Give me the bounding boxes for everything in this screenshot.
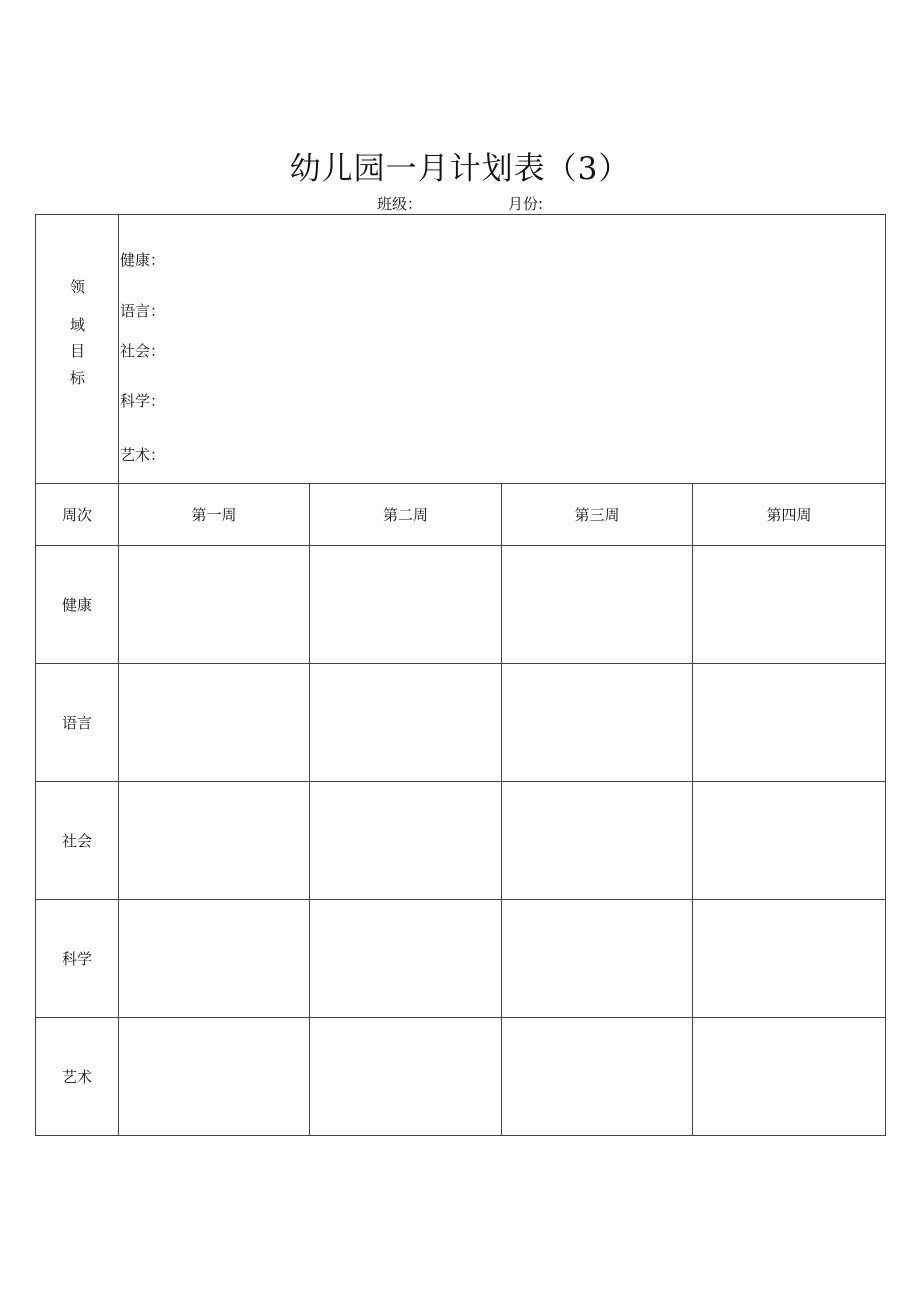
row-label: 健康 — [36, 546, 119, 664]
corner-cell: 周次 — [36, 484, 119, 546]
goal-health-label: 健康： — [120, 251, 166, 269]
plan-cell[interactable] — [502, 900, 693, 1018]
table-row — [36, 546, 886, 664]
page-title: 幼儿园一月计划表（3） — [289, 151, 631, 187]
row-label: 语言 — [36, 664, 119, 782]
plan-cell[interactable] — [693, 546, 886, 664]
domain-goals-char: 目 — [69, 342, 85, 360]
domain-goals-label — [36, 215, 119, 484]
plan-cell[interactable] — [502, 546, 693, 664]
plan-cell[interactable] — [119, 664, 310, 782]
plan-cell[interactable] — [119, 900, 310, 1018]
plan-cell[interactable] — [310, 900, 502, 1018]
week-header-4: 第四周 — [693, 484, 886, 546]
table-row — [36, 664, 886, 782]
row-label: 社会 — [36, 782, 119, 900]
goal-art-label: 艺术： — [120, 446, 166, 464]
row-label: 科学 — [36, 900, 119, 1018]
plan-cell[interactable] — [693, 782, 886, 900]
week-header-2: 第二周 — [310, 484, 502, 546]
plan-cell[interactable] — [693, 900, 886, 1018]
class-label: 班级： — [377, 195, 423, 213]
row-label: 艺术 — [36, 1018, 119, 1136]
domain-goals-char: 域 — [69, 316, 85, 334]
plan-cell[interactable] — [693, 664, 886, 782]
domain-goals-char: 标 — [69, 369, 85, 387]
goal-science-label: 科学： — [120, 392, 166, 410]
plan-cell[interactable] — [693, 1018, 886, 1136]
week-header-1: 第一周 — [119, 484, 310, 546]
plan-cell[interactable] — [310, 664, 502, 782]
table-row — [36, 782, 886, 900]
plan-cell[interactable] — [119, 546, 310, 664]
plan-cell[interactable] — [502, 664, 693, 782]
goal-social-label: 社会： — [120, 342, 166, 360]
month-label: 月份: — [508, 195, 544, 213]
plan-cell[interactable] — [119, 1018, 310, 1136]
week-header-row — [36, 484, 886, 546]
plan-cell[interactable] — [310, 546, 502, 664]
domain-goals-content[interactable] — [119, 215, 886, 484]
table-row — [36, 1018, 886, 1136]
plan-cell[interactable] — [310, 1018, 502, 1136]
week-header-3: 第三周 — [502, 484, 693, 546]
plan-cell[interactable] — [502, 1018, 693, 1136]
goal-language-label: 语言： — [120, 302, 166, 320]
plan-cell[interactable] — [310, 782, 502, 900]
domain-goals-char: 领 — [69, 278, 85, 296]
monthly-plan-table — [35, 214, 886, 1136]
plan-cell[interactable] — [119, 782, 310, 900]
domain-goals-row — [36, 215, 886, 484]
table-row — [36, 900, 886, 1018]
plan-cell[interactable] — [502, 782, 693, 900]
